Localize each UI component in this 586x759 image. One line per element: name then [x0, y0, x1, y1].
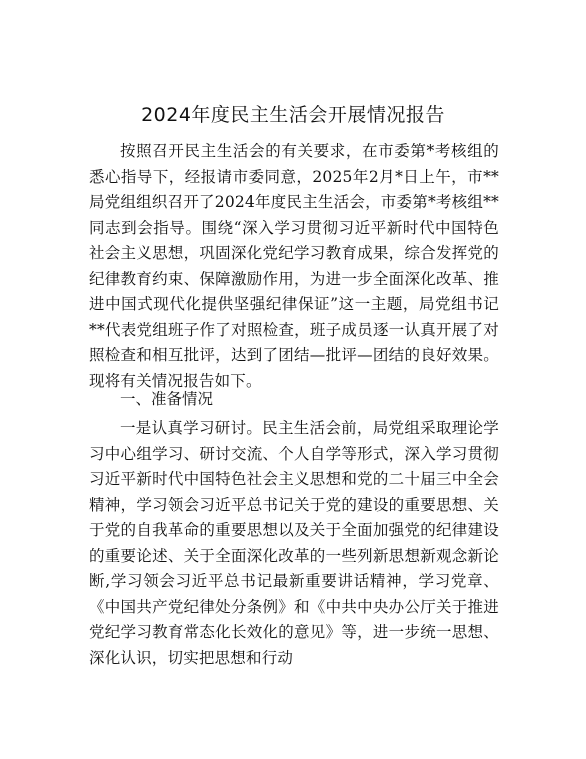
section-heading: 一、准备情况 [120, 390, 214, 408]
intro-paragraph: 按照召开民主生活会的有关要求，在市委第*考核组的悉心指导下，经报请市委同意，2025年2月*日上午，市**局党组组织召开了2024年度民主生活会，市委第*考核组**同志到会指导。围绕“深入学习贯彻习近平新时代中国特色社会主义思想，巩固深化党纪学习教育成果，综合发挥党的纪律教育约束、保障激励作用，为进一步全面深化改革、推进中国式现代化提供坚强纪律保证”这一主题，局党组书记**代表党组班子作了对照检查，班子成员逐一认真开展了对照检查和相互批评，达到了团结—批评—团结的良好效果。现将有关情况报告如下。 [89, 142, 499, 390]
document-title: 2024年度民主生活会开展情况报告 [141, 104, 445, 126]
section-paragraph: 一是认真学习研讨。民主生活会前，局党组采取理论学习中心组学习、研讨交流、个人自学等形式，深入学习贯彻习近平新时代中国特色社会主义思想和党的二十届三中全会精神，学习领会习近平总书记关于党的建设的重要思想、关于党的自我革命的重要思想以及关于全面加强党的纪律建设的重要论述、关于全面深化改革的一些列新思想新观念新论断,学习领会习近平总书记最新重要讲话精神，学习党章、《中国共产党纪律处分条例》和《中共中央办公厅关于推进党纪学习教育常态化长效化的意见》等，进一步统一思想、深化认识，切实把思想和行动 [89, 419, 499, 667]
